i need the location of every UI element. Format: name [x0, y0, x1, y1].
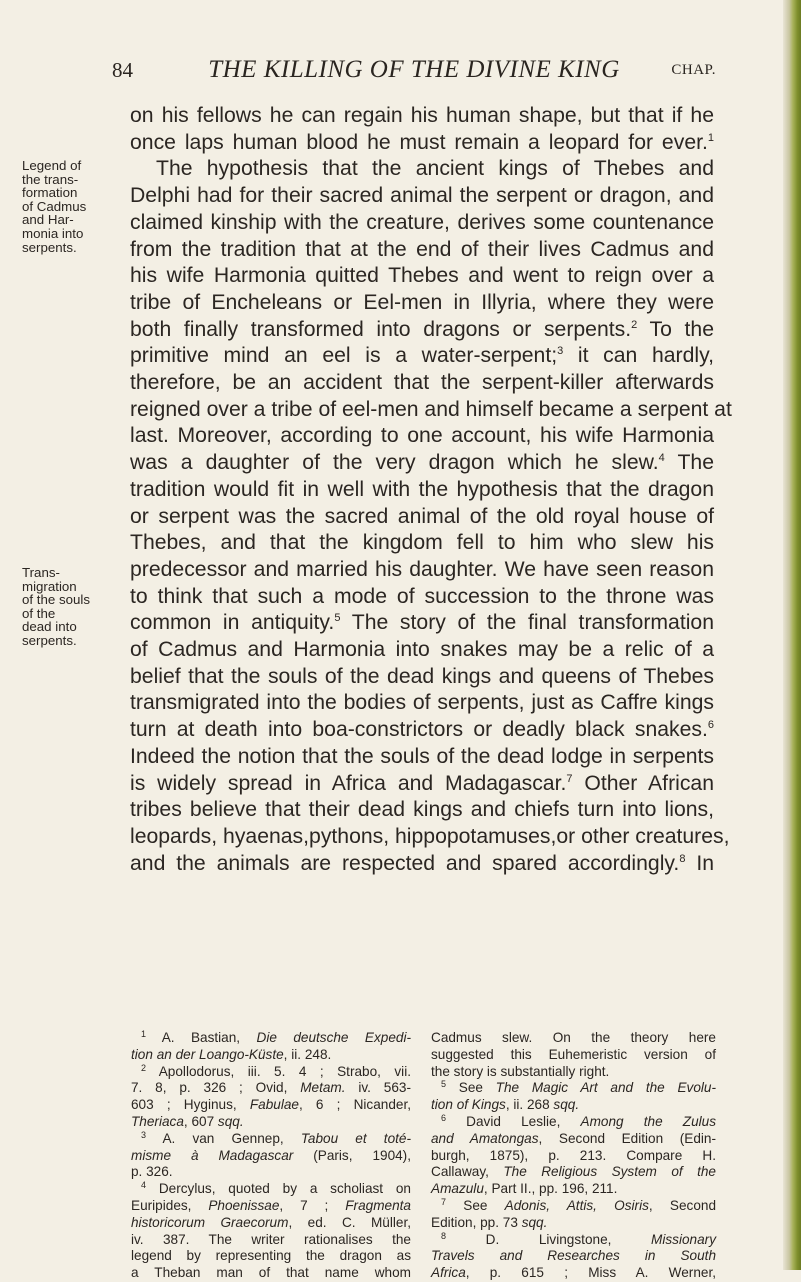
note-ref: 1 — [707, 131, 714, 144]
note-ref: 3 — [557, 345, 564, 358]
body-line: primitive mind an eel is a water-serpent;$^3$ it can hardly, — [130, 344, 714, 368]
footnote-line: Amazulu, Part II., pp. 196, 211. — [431, 1181, 618, 1197]
body-line: his wife Harmonia quitted Thebes and went to reign over a — [130, 264, 714, 288]
footnote-line: $^1$ A. Bastian, Die deutsche Expedi- — [141, 1029, 412, 1045]
footnote-line: tion an der Loango-Küste, ii. 248. — [131, 1046, 332, 1062]
footnote-line: iv. 387. The writer rationalises the — [131, 1231, 411, 1247]
body-line: is widely spread in Africa and Madagascar.$^7$ Other African — [130, 771, 714, 795]
footnote-line: the story is substantially right. — [431, 1063, 610, 1079]
note-ref: 6 — [707, 719, 714, 732]
footnote-line: p. 326. — [131, 1164, 173, 1180]
footnote-line: tion of Kings, ii. 268 sqq. — [431, 1097, 580, 1113]
body-line: last. Moreover, according to one account, his wife Harmonia — [130, 424, 714, 448]
footnote-line: Edition, pp. 73 sqq. — [431, 1214, 548, 1230]
footnote-line: legend by representing the dragon as — [131, 1248, 411, 1264]
body-line: of Cadmus and Harmonia into snakes may be a relic of a — [130, 638, 714, 662]
footnote-line: Euripides, Phoenissae, 7 ; Fragmenta — [131, 1197, 411, 1213]
body-line: belief that the souls of the dead kings and queens of Thebes — [130, 664, 714, 688]
body-line: therefore, be an accident that the serpent-killer afterwards — [130, 371, 714, 395]
page-number: 84 — [112, 58, 133, 82]
body-line: was a daughter of the very dragon which he slew.$^4$ The — [130, 451, 714, 475]
running-title: THE KILLING OF THE DIVINE KING — [208, 56, 620, 83]
body-line: to think that such a mode of succession to the throne was — [130, 584, 714, 608]
footnote-line: $^4$ Dercylus, quoted by a scholiast on — [141, 1180, 411, 1197]
footnote-line: Travels and Researches in South — [431, 1248, 716, 1264]
note-ref: 2 — [631, 318, 638, 331]
footnote-line: Cadmus slew. On the theory here — [431, 1030, 716, 1045]
footnote-line: historicorum Graecorum, ed. C. Müller, — [131, 1214, 411, 1230]
body-line: both finally transformed into dragons or serpents.$^2$ To the — [130, 317, 714, 341]
body-line: claimed kinship with the creature, derives some countenance — [130, 210, 714, 234]
note-ref: 8 — [679, 852, 686, 865]
body-line: reigned over a tribe of eel-men and himself became a serpent at — [130, 397, 732, 421]
footnote-line: a Theban man of that name whom — [131, 1265, 411, 1281]
footnote-line: misme à Madagascar (Paris, 1904), — [131, 1147, 411, 1163]
footnote-line: 7. 8, p. 326 ; Ovid, Metam. iv. 563- — [131, 1080, 411, 1096]
note-ref: 4 — [658, 452, 665, 465]
body-line: turn at death into boa-constrictors or deadly black snakes.$^6$ — [130, 718, 714, 742]
chapter-label: CHAP. — [671, 62, 716, 78]
footnotes-right-column — [431, 1030, 716, 1282]
body-line: Thebes, and that the kingdom fell to him who slew his — [130, 531, 714, 555]
footnotes-left-column — [131, 1030, 411, 1282]
body-line: Delphi had for their sacred animal the serpent or dragon, and — [130, 184, 714, 208]
footnote-line: $^3$ A. van Gennep, Tabou et toté- — [141, 1129, 412, 1146]
body-line: tribe of Encheleans or Eel-men in Illyria, where they were — [130, 290, 714, 314]
footnote-line: Callaway, The Religious System of the — [431, 1164, 716, 1180]
body-line: or serpent was the sacred animal of the old royal house of — [130, 504, 714, 528]
footnote-line: $^7$ See Adonis, Attis, Osiris, Second — [441, 1196, 717, 1213]
body-line: leopards, hyaenas,pythons, hippopotamuses,or other creatures, — [130, 824, 730, 848]
body-line: and the animals are respected and spared accordingly.$^8$ In — [130, 851, 714, 875]
footnote-line: Africa, p. 615 ; Miss A. Werner, — [431, 1265, 716, 1281]
footnote-line: $^2$ Apollodorus, iii. 5. 4 ; Strabo, vii. — [141, 1062, 412, 1079]
body-line: common in antiquity.$^5$ The story of the final transformation — [130, 611, 714, 635]
footnote-line: 603 ; Hyginus, Fabulae, 6 ; Nicander, — [131, 1097, 411, 1113]
body-line: transmigrated into the bodies of serpents, just as Caffre kings — [130, 691, 714, 715]
note-ref: 7 — [566, 772, 573, 785]
body-line: once laps human blood he must remain a leopard for ever.$^1$ — [130, 130, 714, 154]
body-line: Indeed the notion that the souls of the dead lodge in serpents — [130, 744, 714, 768]
running-head — [112, 56, 716, 86]
footnote-line: $^8$ D. Livingstone, Missionary — [441, 1230, 716, 1247]
body-line: tradition would fit in well with the hypothesis that the dragon — [130, 477, 714, 501]
body-line: tribes believe that their dead kings and chiefs turn into lions, — [130, 798, 714, 822]
footnote-line: $^6$ David Leslie, Among the Zulus — [441, 1112, 717, 1129]
footnote-line: $^5$ See The Magic Art and the Evolu- — [441, 1079, 716, 1096]
footnote-line: Theriaca, 607 sqq. — [131, 1113, 244, 1129]
page-edge-shadow — [783, 0, 801, 1270]
sidenote-transmigration: Trans- migration of the souls of the dead into serpents. — [22, 565, 91, 648]
body-line: on his fellows he can regain his human shape, but that if he — [130, 104, 714, 127]
body-line: from the tradition that at the end of their lives Cadmus and — [130, 237, 714, 261]
note-ref: 5 — [334, 612, 341, 625]
body-text — [130, 103, 732, 877]
sidenote-cadmus-legend: Legend of the trans- formation of Cadmus and Har- monia into serpents. — [22, 158, 87, 255]
footnote-line: burgh, 1875), p. 213. Compare H. — [431, 1147, 716, 1163]
body-line: The hypothesis that the ancient kings of Thebes and — [156, 157, 714, 181]
footnote-line: and Amatongas, Second Edition (Edin- — [431, 1130, 716, 1146]
body-line: predecessor and married his daughter. We have seen reason — [130, 557, 714, 581]
footnote-line: suggested this Euhemeristic version of — [431, 1046, 716, 1062]
